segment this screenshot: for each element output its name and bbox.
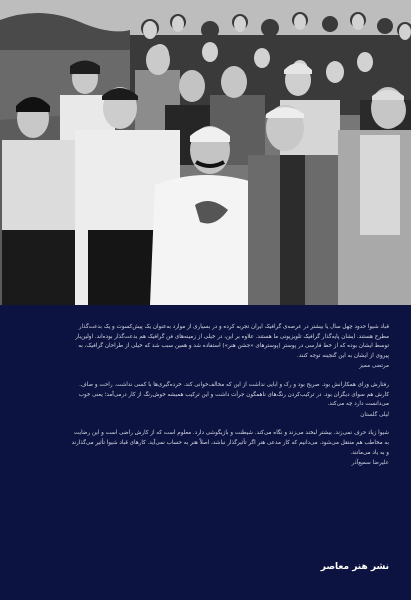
quote-paragraph: قباد شیوا حدود چهل سال یا بیشتر در عرصه‌ی گرافیک ایران تجربه کرده و در بسیاری از موارد به‌عنوان یک پیش‌کسوت و یک بدعت‌گذار مطرح هستند. ایشان پایه‌گذار گرافیک تلویزیونی ما هستند. علاوه بر این، در خیلی از زمینه‌های فن گرافیک هم بدعت‌گذار بوده‌اند. اولین‌بار توسط ایشان بوده که از خط فارسی در پوستر (پوسترهای «جشن هنر») استفاده شد و همین سبب شد که خیلی از طراحان گرافیک، به پیروی از ایشان به این گنجینه توجه کنند. (75, 324, 389, 359)
quotes-column (71, 323, 389, 478)
quote-author: علیرضا سمیع‌آذر (351, 460, 389, 467)
quote-author: مرتضی ممیز (359, 363, 389, 370)
quote-paragraph: رفتارش ورای همکارانش بود. صریح بود و رک و ابایی نداشت از این که مخالف‌خوانی کند. خرده‌گیری‌ها با کسی نداشت. راحت و صاف. کارش هم سوای دیگران بود. در ترکیب‌کردن رنگ‌های ناهمگون جرأت داشت و این ترکیب همیشه خوش‌رنگ از کار درمی‌آمد؛ یعنی خوب می‌دانست دارد چه می‌کند. (78, 381, 389, 408)
quote-author: لیلی گلستان (360, 411, 389, 418)
publisher-name: نشر هنر معاصر (320, 562, 389, 572)
text-panel (0, 305, 411, 600)
quote-paragraph: شیوا زیاد حرف نمی‌زند. بیشتر لبخند می‌زند و نگاه می‌کند. شیطنت و بازیگوشی دارد. معلوم است که از کارش راضی است و این رضایت به مخاطب هم منتقل می‌شود. می‌دانیم که کار مدعی هنر اگر تأثیرگذار نباشد، اصلاً هنر به حساب نمی‌آید. کارهای قباد شیوا تأثیر می‌گذارند و به یاد می‌مانند. (71, 430, 389, 456)
